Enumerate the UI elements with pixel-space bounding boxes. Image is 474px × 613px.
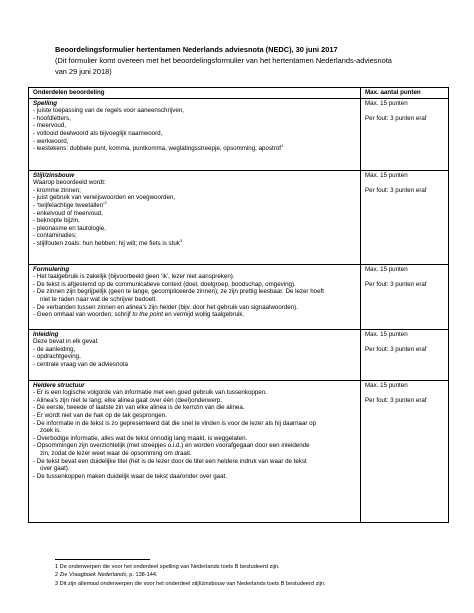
max-points: Max. 15 punten [365, 381, 408, 389]
subtitle-line-1: (Dit formulier komt overeen met het beoordelingsformulier van het hertentamen Nederlands-adviesnota [55, 56, 392, 65]
max-points: Max. 15 punten [365, 171, 408, 179]
section-points [361, 329, 449, 380]
section-intro: Waarop beoordeeld wordt: [33, 179, 106, 187]
section-points [361, 264, 449, 329]
criterion-line: niet te raden naar wat de schrijver bedoelt. [40, 295, 157, 303]
criterion-line: - Er is een logische volgorde van informatie met een goed gebruik van tussenkoppen. [33, 389, 267, 397]
section-row-inleiding [29, 329, 449, 380]
section-criteria [29, 170, 361, 264]
column-header-max-punten: Max. aantal punten [361, 88, 449, 99]
column-header-onderdelen: Onderdelen beoordeling [29, 88, 361, 99]
footnote-2-pre: 2 Zie [55, 572, 69, 579]
criterion-line: - enkelvoud of meervoud, [33, 209, 103, 217]
criterion-line [33, 199, 356, 210]
section-intro: Deze bevat in elk geval: [33, 338, 99, 346]
section-criteria [29, 264, 361, 329]
criterion-line: - De eerste, tweede of laatste zin van elke alinea is de kernzin van die alinea. [33, 404, 245, 412]
criterion-line: - hoofdletters, [33, 114, 71, 122]
criterion-text: - Geen omhaal van woorden; schrijf [33, 311, 133, 319]
max-points: Max. 15 punten [365, 99, 408, 107]
footnote-2-book-title: Vraagboek Nederlands [69, 572, 127, 579]
section-criteria [29, 98, 361, 170]
section-row-stijl [29, 170, 449, 264]
section-criteria [29, 329, 361, 380]
footnote-2 [55, 571, 455, 579]
deduction-per-error: Per fout: 3 punten eraf [365, 186, 427, 194]
footnote-ref: 3 [179, 237, 183, 243]
deduction-per-error: Per fout: 3 punten eraf [365, 396, 427, 404]
section-title: Spelling [33, 99, 58, 107]
criterion-text: - leestekens: dubbele punt, komma, puntkomma, weglatingsstreepje, opsomming, apostrof [33, 145, 281, 153]
section-row-structuur [29, 380, 449, 522]
criterion-line [33, 311, 356, 319]
criterion-line: - Opsommingen zijn overzichtelijk (met streepjes o.i.d.) en worden voorafgegaan door een inleidende [33, 442, 310, 450]
criterion-line: zin, zodat de lezer weet waar de opsomming om draait. [40, 449, 192, 457]
max-points: Max. 15 punten [365, 265, 408, 273]
page-title: Beoordelingsformulier hertentamen Nederlands adviesnota (NEDC), 30 juni 2017 [55, 45, 338, 54]
criterion-line: - Er wordt niet van de hak op de tak gesprongen. [33, 411, 167, 419]
criterion-text: - ‘twijfelachtige tweetallen’ [33, 201, 105, 209]
deduction-per-error: Per fout: 3 punten eraf [365, 345, 427, 353]
criterion-emphasis: to the point [132, 311, 164, 319]
footnote-divider [55, 559, 150, 560]
section-criteria [29, 380, 361, 522]
criterion-line: - juiste toepassing van de regels voor aaneenschrijven, [33, 107, 184, 115]
criterion-line: - Alinea’s zijn niet te lang; elke alinea gaat over één (deel)onderwerp. [33, 396, 223, 404]
criterion-text-tail: en vermijd wollig taalgebruik. [163, 311, 245, 319]
footnote-ref: 1 [280, 143, 284, 149]
criterion-line: - De zinnen zijn begrijpelijk (geen te lange, gecompliceerde zinnen); ze zijn prettig leesbaar. De lezer hoeft [33, 288, 324, 296]
criterion-line: - De tekst is afgestemd op de communicatieve context (doel, doelgroep, boodschap, omgeving). [33, 280, 296, 288]
deduction-per-error: Per fout: 3 punten eraf [365, 280, 427, 288]
criterion-line: - De verbanden tussen zinnen en alinea’s zijn helder (bijv. door het gebruik van signaalwoorden). [33, 303, 298, 311]
subtitle-line-2: van 29 juni 2018) [55, 66, 112, 76]
criterion-line: - werkwoord, [33, 137, 69, 145]
max-points: Max. 15 punten [365, 330, 408, 338]
section-points [361, 380, 449, 522]
footnote-1: 1 De onderwerpen die voor het onderdeel spelling van Nederlands toets B bestudeerd zijn. [55, 564, 280, 570]
page-subtitle [55, 56, 455, 77]
criterion-line: - opdrachtgeving, [33, 353, 81, 361]
criterion-line: - Het taalgebruik is zakelijk (bijvoorbeeld geen ‘ik’, lezer niet aanspreken). [33, 273, 235, 281]
criterion-line: - kromme zinnen; [33, 186, 81, 194]
section-points [361, 170, 449, 264]
section-title: Stijl/zinsbouw [33, 171, 75, 179]
footnote-2-post: , p. 138-144. [126, 572, 158, 579]
deduction-per-error: Per fout: 3 punten eraf [365, 114, 427, 122]
criterion-line: - contaminaties; [33, 232, 77, 240]
section-title: Formulering [33, 265, 70, 273]
criterion-line [33, 145, 356, 153]
assessment-table [28, 87, 449, 523]
criterion-line: - voltooid deelwoord als bijvoeglijk naamwoord, [33, 129, 163, 137]
criterion-line: - centrale vraag van de adviesnota [33, 360, 128, 368]
footnote-3: 3 Dit zijn allemaal onderwerpen die voor het onderdeel stijl/zinsbouw van Nederlands toets B bestudeerd zijn. [55, 580, 326, 587]
criterion-line: zoek is. [40, 427, 61, 435]
criterion-line: - pleonasme en tautologie, [33, 224, 106, 232]
section-row-spelling [29, 98, 449, 170]
criterion-line: over gaat). [40, 465, 70, 473]
criterion-line: - Overbodige informatie, alles wat de tekst onnodig lang maakt, is weggelaten. [33, 434, 248, 442]
footnote-ref: 2 [104, 199, 107, 205]
section-points [361, 98, 449, 170]
criterion-line: - beknopte bijzin, [33, 217, 80, 225]
criterion-line [33, 237, 356, 248]
criterion-line: - juist gebruik van verwijswoorden en voegwoorden, [33, 194, 176, 202]
criterion-line: - De tussenkoppen maken duidelijk waar de tekst daaronder over gaat. [33, 472, 227, 480]
criterion-text: - stijlfouten zoals: hun hebben; hij wilt; me fiets is stuk [33, 239, 180, 247]
criterion-line: - De informatie in de tekst is zo gepresenteerd dat die snel te vinden is voor de lezer als hij daarnaar op [33, 419, 317, 427]
footnotes [55, 563, 455, 588]
section-title: Inleiding [33, 330, 59, 338]
criterion-line: - meervoud, [33, 122, 67, 130]
criterion-line: - De tekst bevat een duidelijke titel (het is de lezer door de titel een heldere indruk van waar de tekst [33, 457, 307, 465]
section-title: Heldere structuur [33, 381, 85, 389]
section-row-formulering [29, 264, 449, 329]
table-header-row [29, 88, 449, 99]
criterion-line: - de aanleiding, [33, 345, 76, 353]
